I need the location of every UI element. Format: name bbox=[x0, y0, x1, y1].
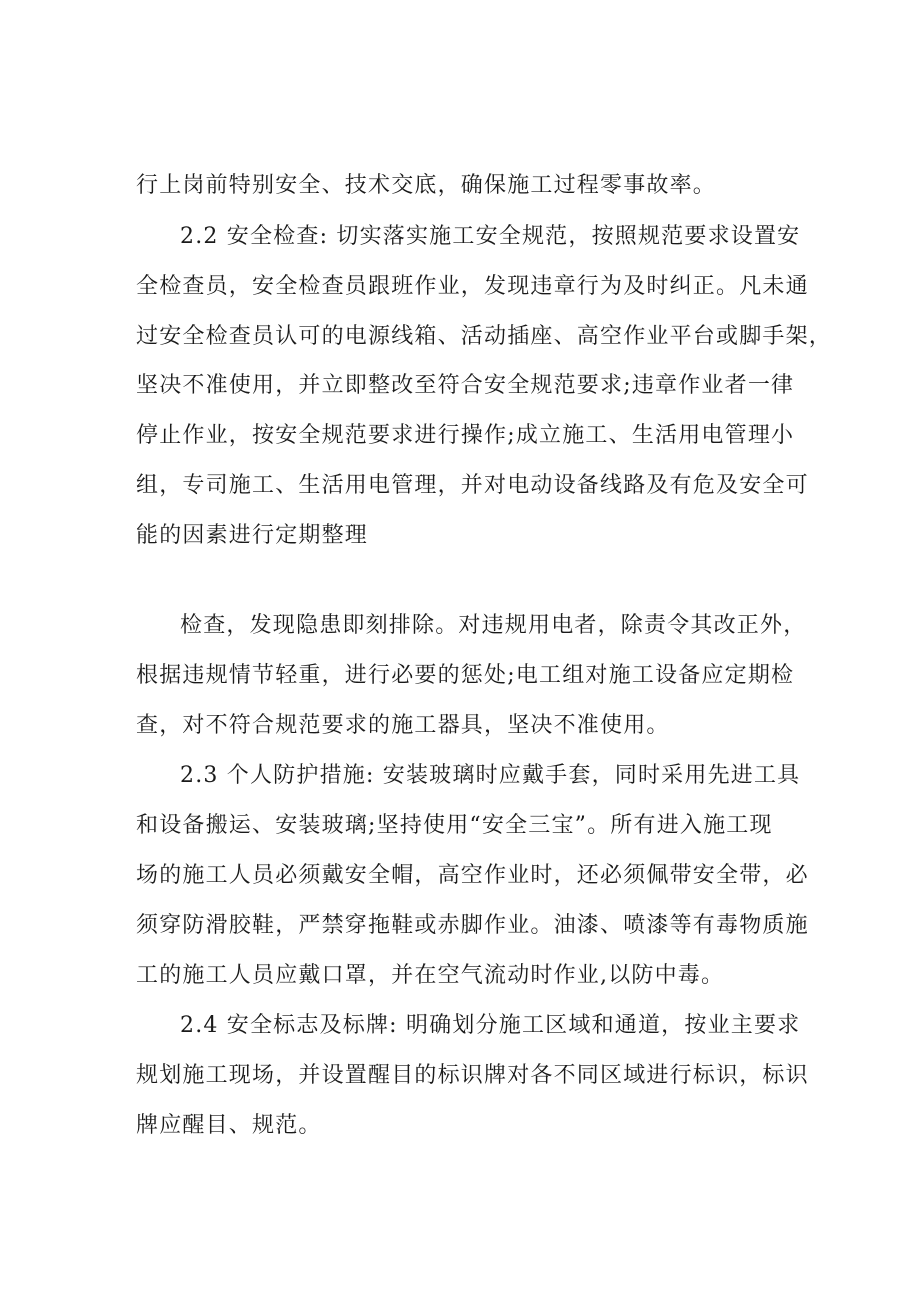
paragraph-line: 过安全检查员认可的电源线箱、活动插座、高空作业平台或脚手架， bbox=[136, 324, 833, 349]
section-2-4-heading-line: 2.4 安全标志及标牌: 明确划分施工区域和通道，按业主要求 bbox=[180, 1013, 801, 1038]
section-2-2-heading-line: 2.2 安全检查: 切实落实施工安全规范，按照规范要求设置安 bbox=[180, 224, 801, 249]
paragraph-line: 规划施工现场，并设置醒目的标识牌对各不同区域进行标识，标识 bbox=[136, 1063, 809, 1088]
paragraph-line: 牌应醒目、规范。 bbox=[136, 1113, 322, 1138]
paragraph-line: 全检查员，安全检查员跟班作业，发现违章行为及时纠正。凡未通 bbox=[136, 274, 809, 299]
paragraph-line: 须穿防滑胶鞋，严禁穿拖鞋或赤脚作业。油漆、喷漆等有毒物质施 bbox=[136, 913, 809, 938]
paragraph-line: 场的施工人员必须戴安全帽，高空作业时，还必须佩带安全带，必 bbox=[136, 863, 809, 888]
paragraph-line: 工的施工人员应戴口罩，并在空气流动时作业,以防中毒。 bbox=[136, 963, 725, 988]
paragraph-line: 停止作业，按安全规范要求进行操作;成立施工、生活用电管理小 bbox=[136, 423, 795, 448]
paragraph-line: 组，专司施工、生活用电管理，并对电动设备线路及有危及安全可 bbox=[136, 473, 809, 498]
paragraph-line: 根据违规情节轻重，进行必要的惩处;电工组对施工设备应定期检 bbox=[136, 663, 795, 688]
section-2-3-heading-line: 2.3 个人防护措施: 安装玻璃时应戴手套，同时采用先进工具 bbox=[180, 763, 801, 788]
paragraph-line: 和设备搬运、安装玻璃;坚持使用“安全三宝”。所有进入施工现 bbox=[136, 813, 773, 838]
paragraph-line: 坚决不准使用，并立即整改至符合安全规范要求;违章作业者一律 bbox=[136, 373, 795, 398]
paragraph-line: 能的因素进行定期整理 bbox=[136, 523, 369, 548]
paragraph-line: 行上岗前特别安全、技术交底，确保施工过程零事故率。 bbox=[136, 173, 717, 198]
paragraph-line: 查，对不符合规范要求的施工器具，坚决不准使用。 bbox=[136, 713, 670, 738]
continuation-line: 检查，发现隐患即刻排除。对违规用电者，除责令其改正外， bbox=[180, 613, 807, 638]
